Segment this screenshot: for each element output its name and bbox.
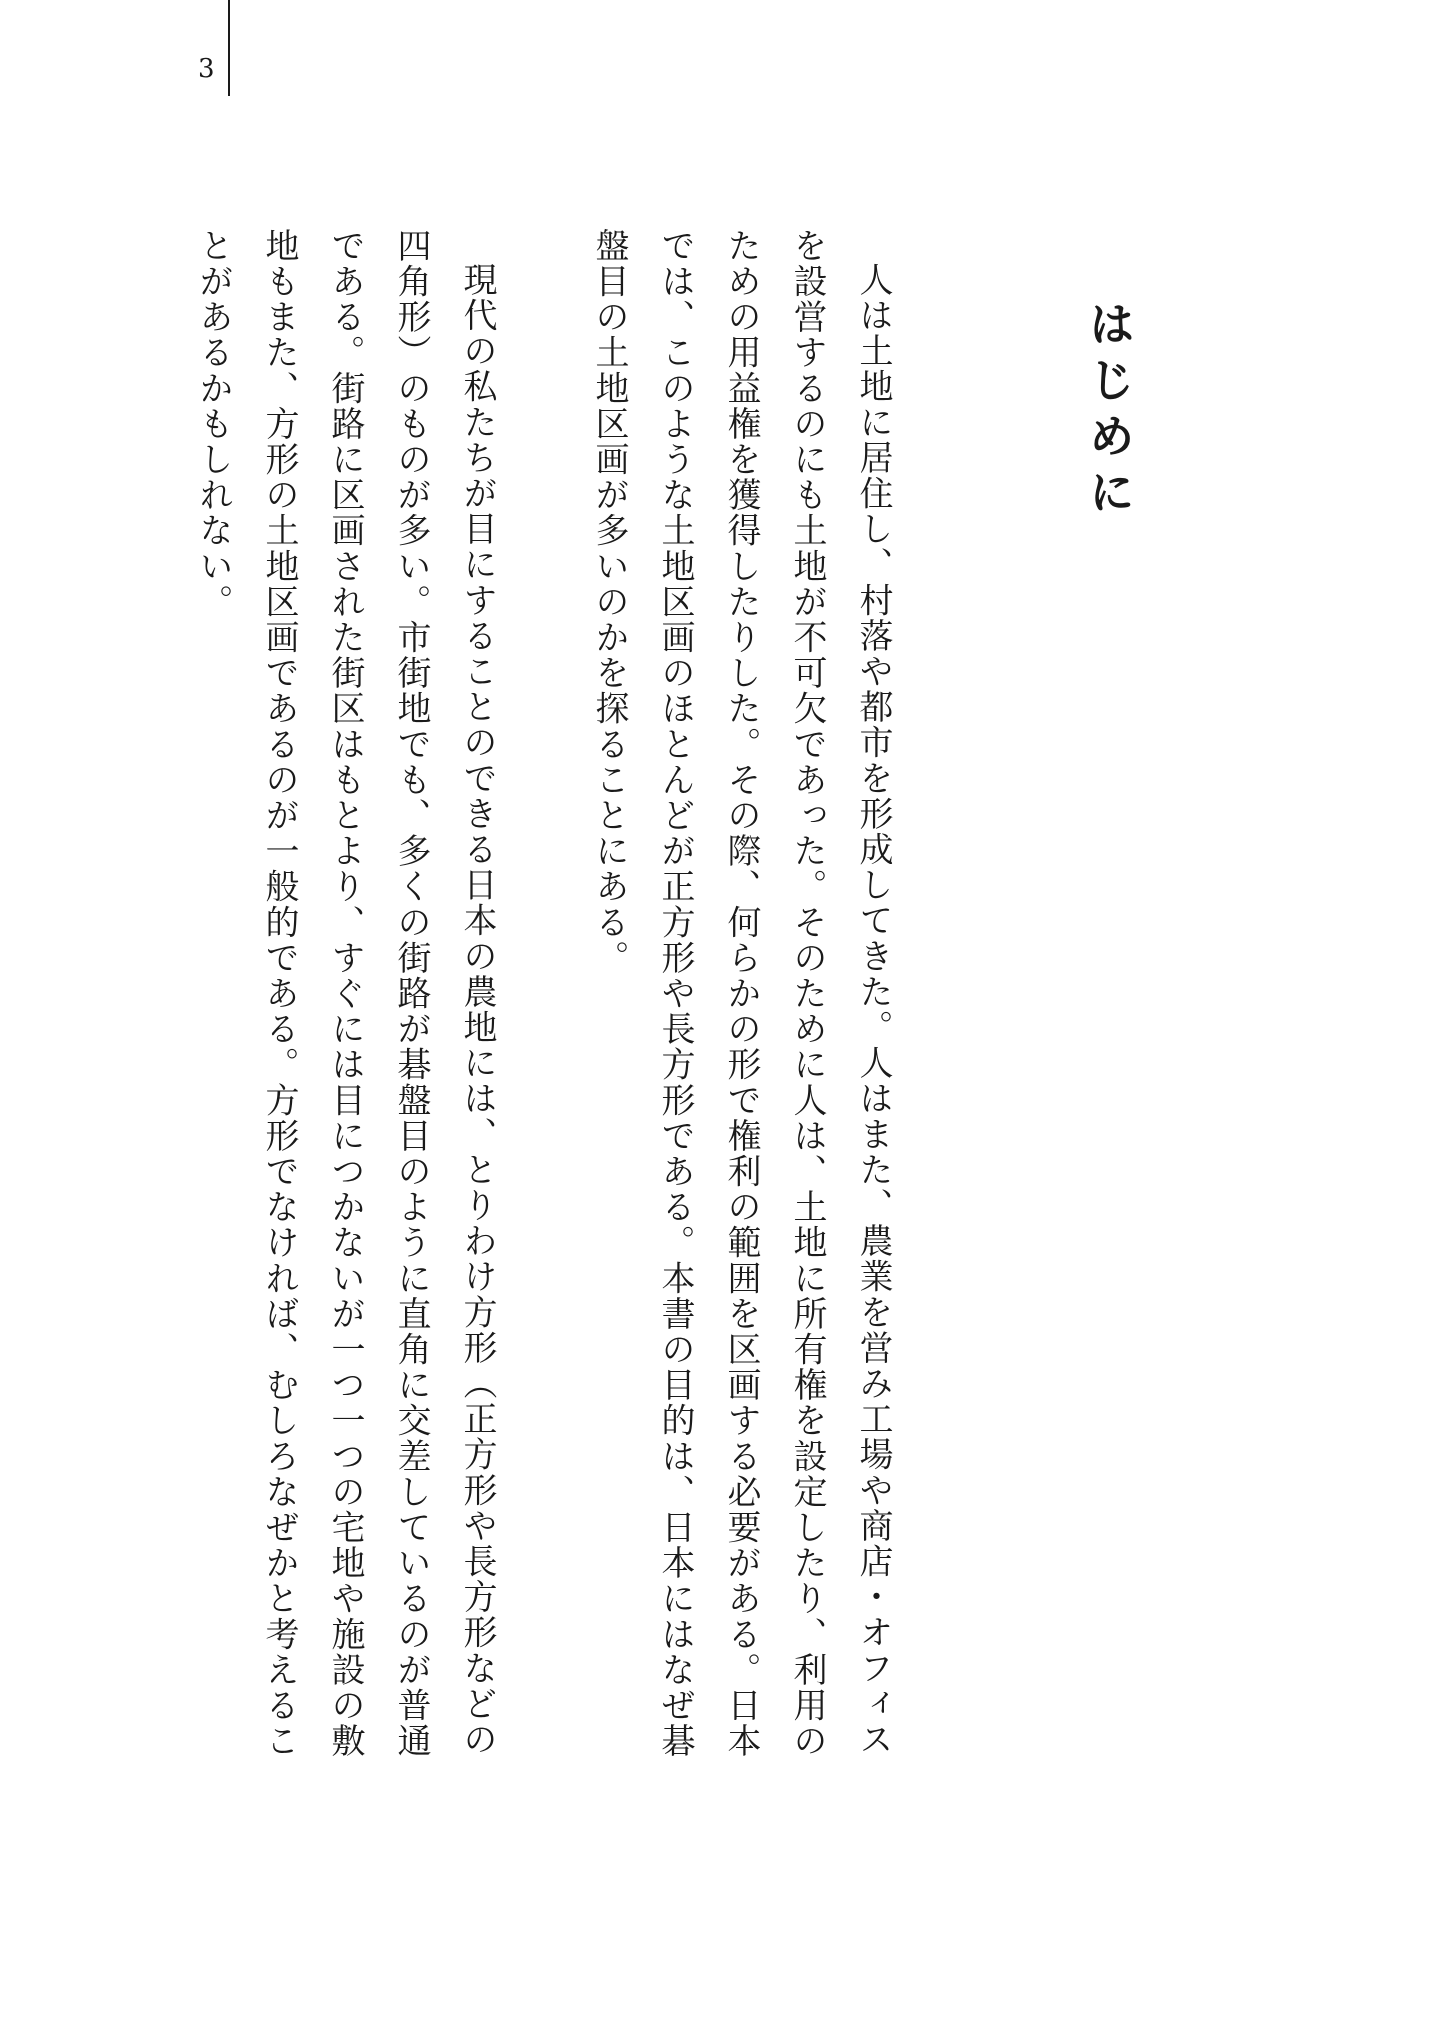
page-number: 3 — [198, 54, 215, 84]
paragraph-1: 人は土地に居住し、村落や都市を形成してきた。人はまた、農業を営み工場や商店・オフィスを設営するのにも土地が不可欠であった。そのために人は、土地に所有権を設定したり、利用のための用益権を獲得したりした。その際、何らかの形で権利の範囲を区画する必要がある。日本では、このような土地区画のほとんどが正方形や長方形である。本書の目的は、日本にはなぜ碁盤目の土地区画が多いのかを探ることにある。 — [589, 228, 893, 1759]
paragraph-2: 現代の私たちが目にすることのできる日本の農地には、とりわけ方形（正方形や長方形などの四角形）のものが多い。市街地でも、多くの街路が碁盤目のように直角に交差しているのが普通である。街路に区画された街区はもとより、すぐには目につかないが一つ一つの宅地や施設の敷地もまた、方形の土地区画であるのが一般的である。方形でなければ、むしろなぜかと考えることがあるかもしれない。 — [193, 228, 497, 1759]
folio-rule — [228, 0, 230, 96]
page-title: はじめに — [1082, 300, 1136, 524]
body-text — [180, 228, 906, 1788]
